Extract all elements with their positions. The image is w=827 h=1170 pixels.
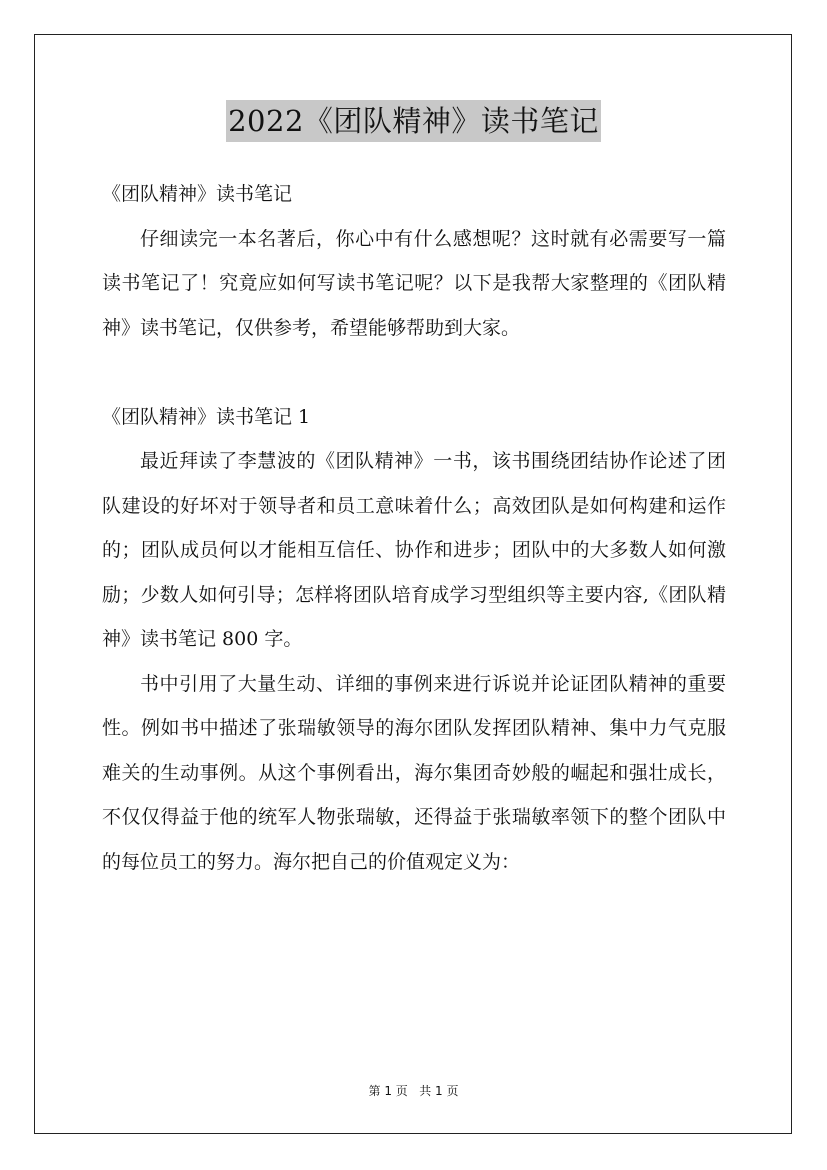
intro-paragraph: 仔细读完一本名著后，你心中有什么感想呢？这时就有必需要写一篇读书笔记了！究竟应如何写读书笔记呢？以下是我帮大家整理的《团队精神》读书笔记，仅供参考，希望能够帮助到大家。	[102, 227, 726, 339]
section-heading: 《团队精神》读书笔记 1	[102, 405, 311, 428]
page-number: 第 1 页	[368, 1084, 408, 1098]
document-title: 2022《团队精神》读书笔记	[226, 100, 601, 142]
body-paragraph-2: 书中引用了大量生动、详细的事例来进行诉说并论证团队精神的重要性。例如书中描述了张瑞敏领导的海尔团队发挥团队精神、集中力气克服难关的生动事例。从这个事例看出，海尔集团奇妙般的崛起和强壮成长，不仅仅得益于他的统军人物张瑞敏，还得益于张瑞敏率领下的整个团队中的每位员工的努力。海尔把自己的价值观定义为：	[102, 672, 726, 873]
document-subtitle: 《团队精神》读书笔记	[102, 183, 293, 205]
title-container	[0, 100, 827, 142]
blank-line	[102, 350, 726, 395]
page-total: 共 1 页	[419, 1084, 459, 1098]
document-body	[102, 172, 726, 884]
page-footer	[0, 1082, 827, 1099]
body-paragraph-1: 最近拜读了李慧波的《团队精神》一书，该书围绕团结协作论述了团队建设的好坏对于领导者和员工意味着什么；高效团队是如何构建和运作的；团队成员何以才能相互信任、协作和进步；团队中的大多数人如何激励；少数人如何引导；怎样将团队培育成学习型组织等主要内容,《团队精神》读书笔记 800 字。	[102, 450, 726, 650]
